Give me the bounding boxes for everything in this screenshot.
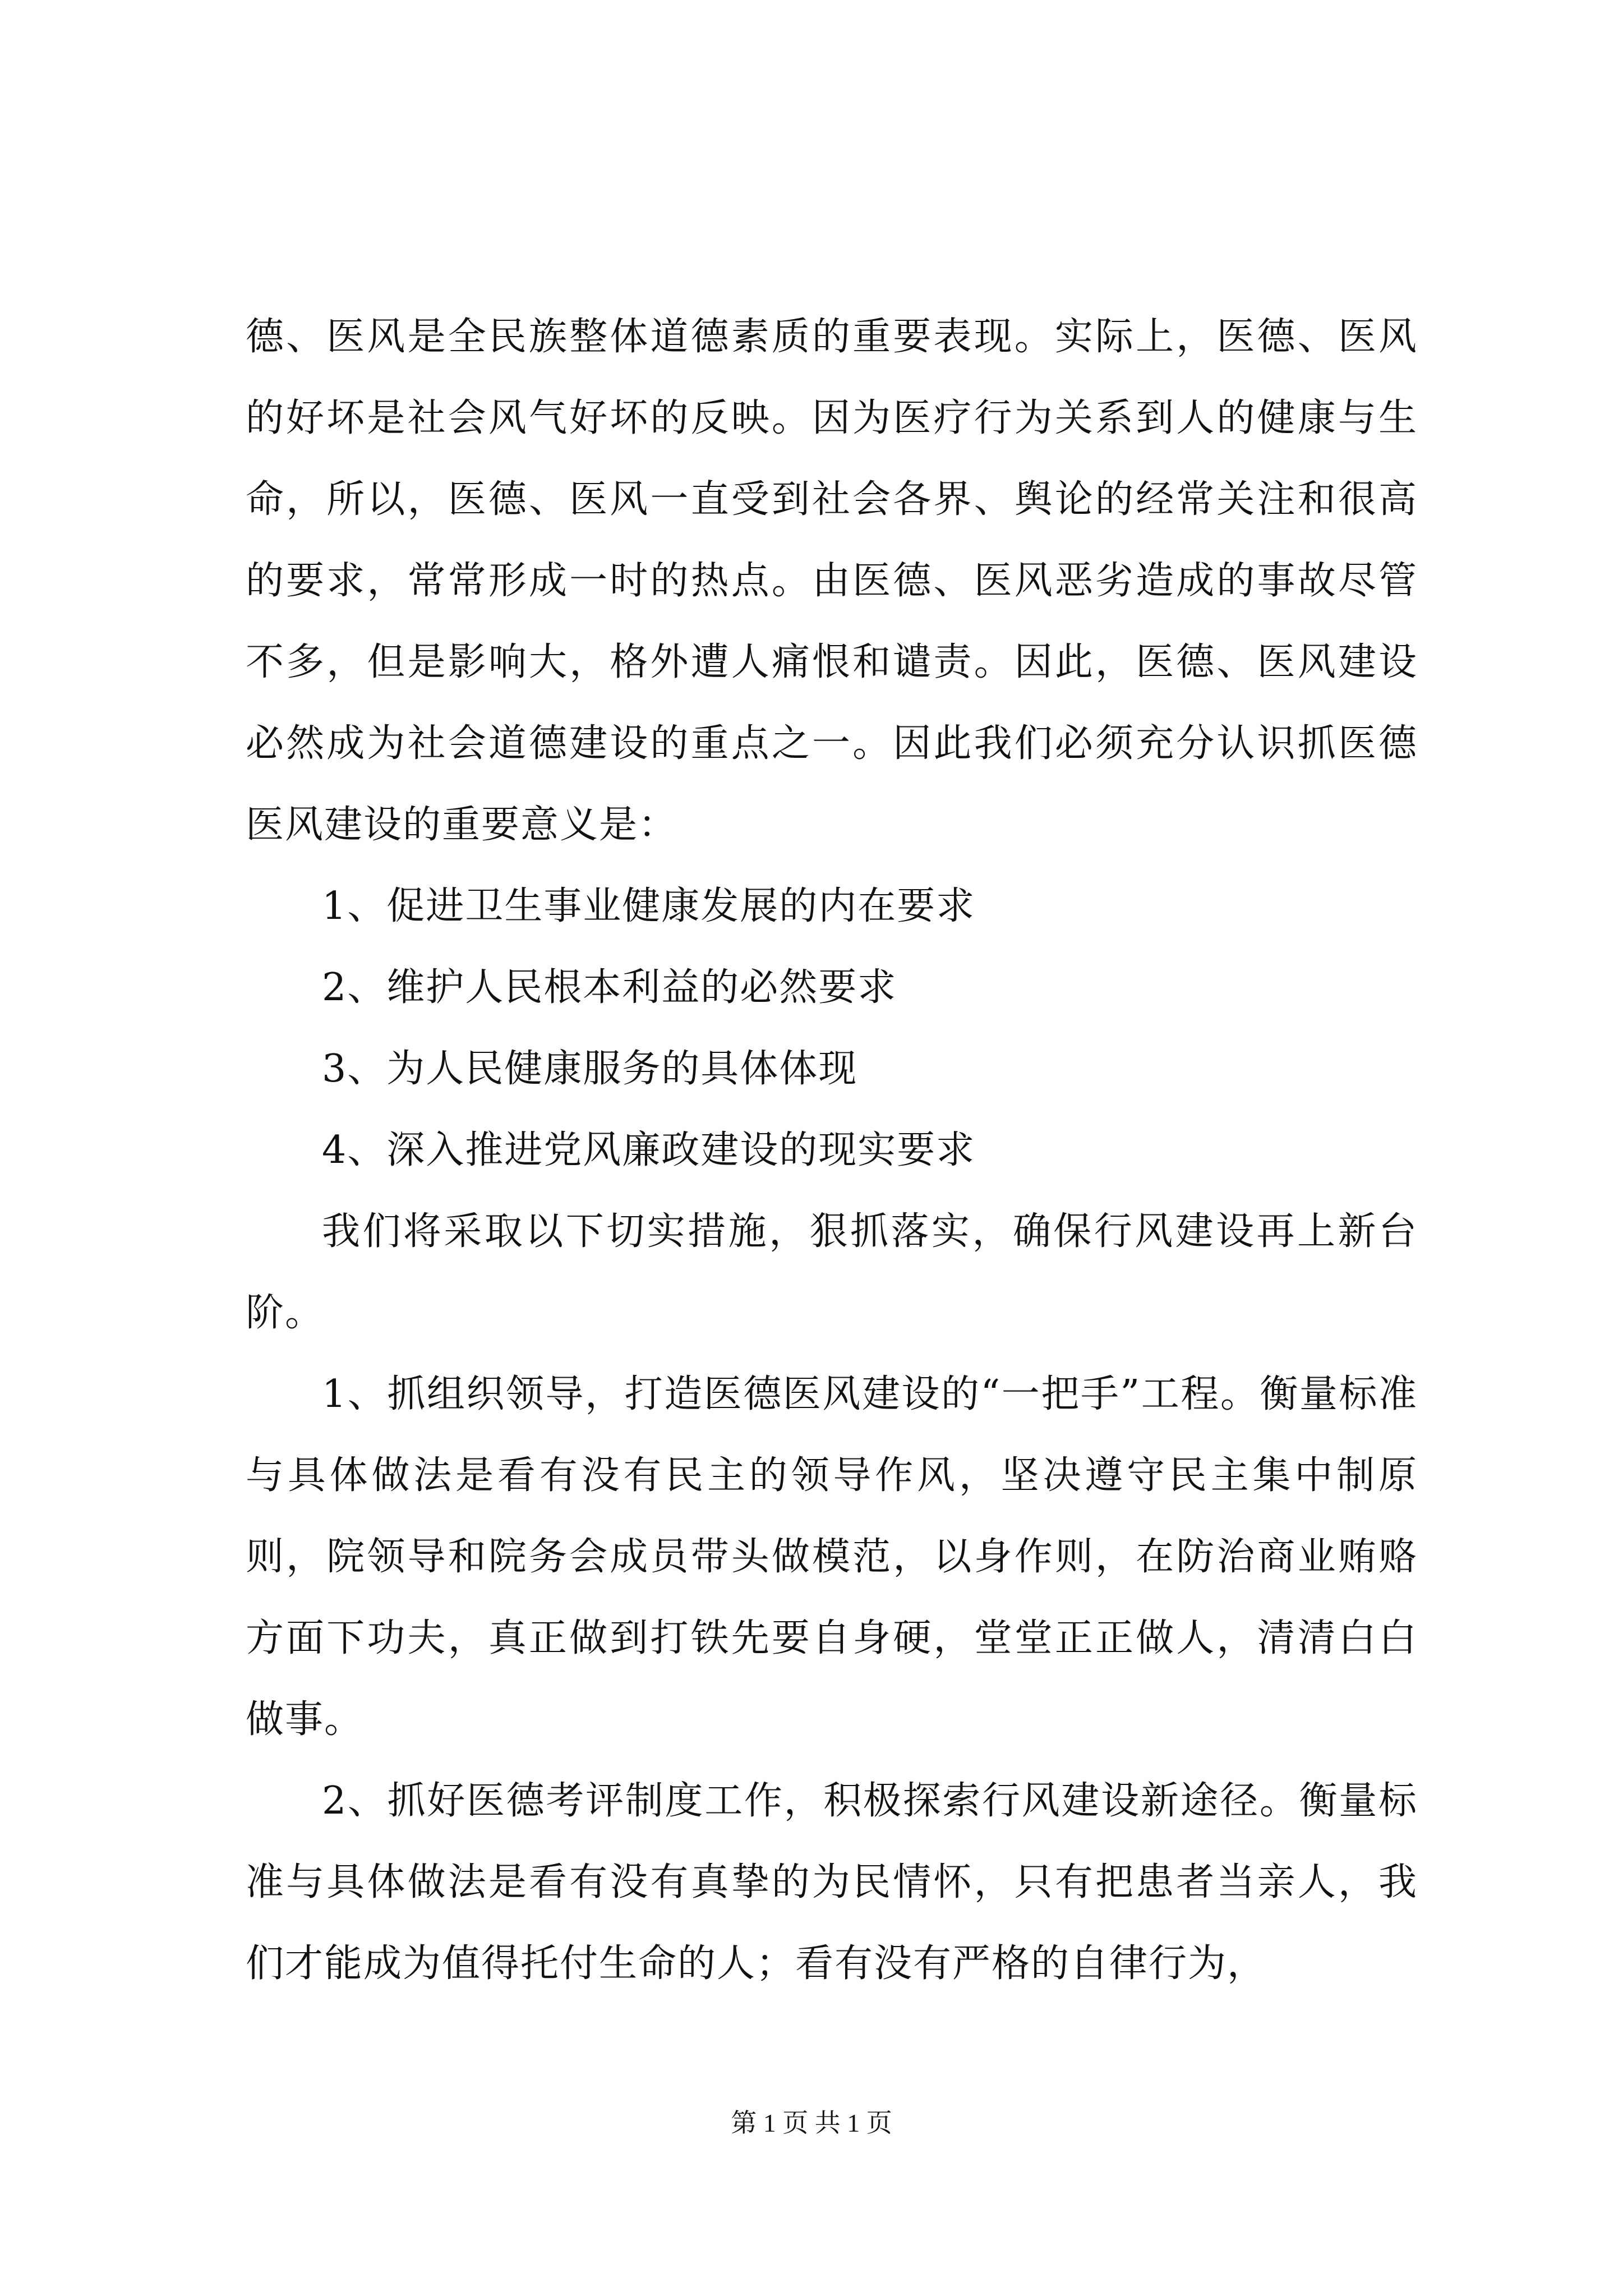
measures-intro-paragraph: 我们将采取以下切实措施，狠抓落实，确保行风建设再上新台阶。 bbox=[246, 1209, 1418, 1335]
document-body bbox=[246, 296, 1418, 2004]
list-item: 1、促进卫生事业健康发展的内在要求 bbox=[322, 884, 976, 928]
list-item: 4、深入推进党风廉政建设的现实要求 bbox=[322, 1128, 976, 1172]
page-number-footer: 第 1 页 共 1 页 bbox=[731, 2109, 892, 2137]
measure-1-paragraph: 1、抓组织领导，打造医德医风建设的“一把手”工程。衡量标准与具体做法是看有没有民主的领导作风，坚决遵守民主集中制原则，院领导和院务会成员带头做模范，以身作则，在防治商业贿赂方面下功夫，真正做到打铁先要自身硬，堂堂正正做人，清清白白做事。 bbox=[246, 1372, 1418, 1742]
list-item: 3、为人民健康服务的具体体现 bbox=[322, 1047, 858, 1091]
list-item: 2、维护人民根本利益的必然要求 bbox=[322, 965, 897, 1010]
measure-2-paragraph: 2、抓好医德考评制度工作，积极探索行风建设新途径。衡量标准与具体做法是看有没有真挚的为民情怀，只有把患者当亲人，我们才能成为值得托付生命的人；看有没有严格的自律行为， bbox=[246, 1779, 1418, 1986]
intro-paragraph: 德、医风是全民族整体道德素质的重要表现。实际上，医德、医风的好坏是社会风气好坏的反映。因为医疗行为关系到人的健康与生命，所以，医德、医风一直受到社会各界、舆论的经常关注和很高的要求，常常形成一时的热点。由医德、医风恶劣造成的事故尽管不多，但是影响大，格外遭人痛恨和谴责。因此，医德、医风建设必然成为社会道德建设的重点之一。因此我们必须充分认识抓医德医风建设的重要意义是： bbox=[246, 315, 1418, 847]
